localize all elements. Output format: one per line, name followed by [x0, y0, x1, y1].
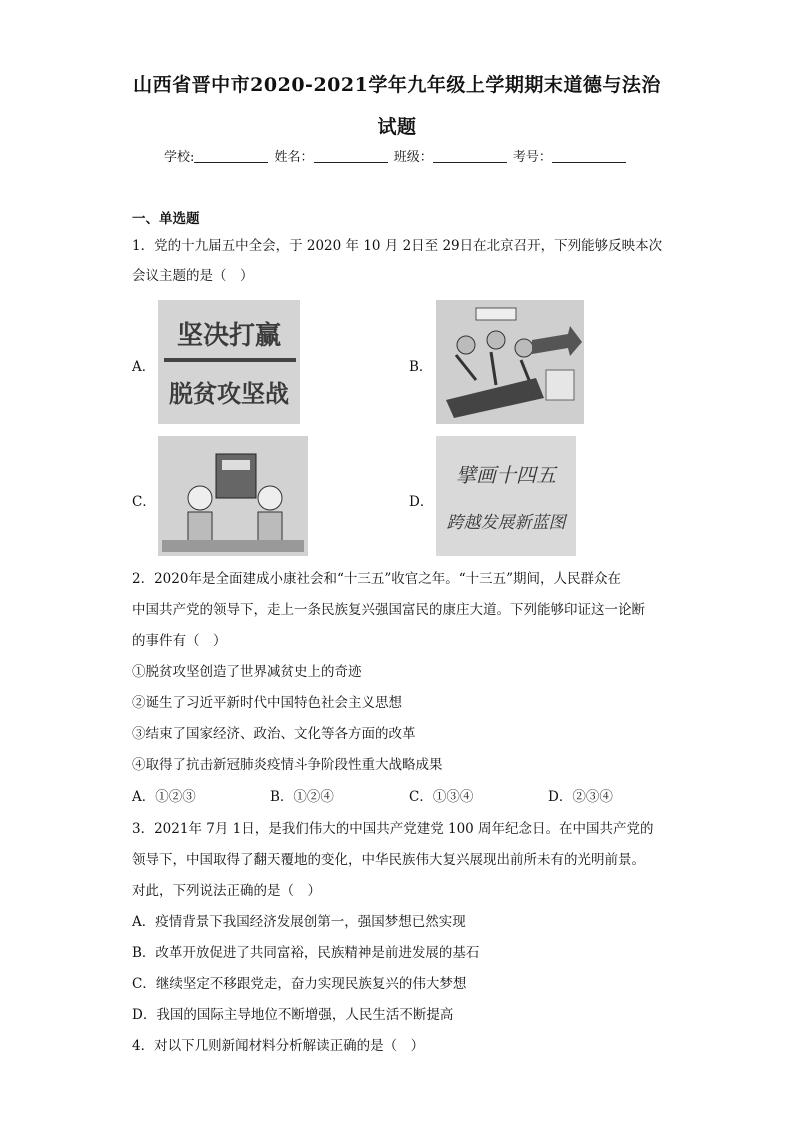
calligraphy-text-bottom: 跨越发展新蓝图: [446, 513, 566, 533]
q1-stem-line1: 1．党的十九届五中全会，于 2020 年 10 月 2日至 29日在北京召开，下列能够反映本次: [132, 238, 663, 254]
q1-option-c-label: C．: [132, 494, 156, 510]
q1-option-d-label: D．: [409, 494, 434, 510]
q2-stem-line1: 2．2020年是全面建成小康社会和“十三五”收官之年。“十三五”期间，人民群众在: [132, 571, 622, 587]
calligraphy-text-top: 擘画十四五: [456, 463, 556, 487]
q1-option-a-image: [158, 300, 300, 424]
q3-choice-b: B．改革开放促进了共同富裕，民族精神是前进发展的基石: [132, 945, 480, 961]
q2-statement-4: ④取得了抗击新冠肺炎疫情斗争阶段性重大战略成果: [132, 757, 443, 773]
poster-text-top: 坚决打赢: [176, 321, 282, 351]
q2-statement-3: ③结束了国家经济、政治、文化等各方面的改革: [132, 726, 416, 742]
school-label: 学校:: [164, 150, 195, 165]
calligraphy-image: [436, 436, 576, 556]
q3-stem-line1: 3．2021年 7月 1日，是我们伟大的中国共产党建党 100 周年纪念日。在中国共产党的: [132, 821, 654, 837]
q1-option-b-label: B．: [409, 359, 433, 375]
slogan-poster-image: [158, 300, 300, 424]
q3-choice-a: A．疫情背景下我国经济发展创第一，强国梦想已然实现: [132, 914, 466, 930]
section-heading: 一、单选题: [132, 211, 200, 227]
q4-stem-line1: 4．对以下几则新闻材料分析解读正确的是（ ）: [132, 1038, 425, 1054]
poster-text-bottom: 脱贫攻坚战: [169, 380, 289, 408]
name-label: 姓名：: [274, 150, 314, 165]
q1-option-c-image: [158, 436, 308, 556]
q2-statement-2: ②诞生了习近平新时代中国特色社会主义思想: [132, 695, 402, 711]
cartoon-book-image: [158, 436, 308, 556]
exam-title-line2: 试题: [377, 116, 417, 138]
name-blank: [314, 150, 388, 163]
q1-stem-line2: 会议主题的是（ ）: [132, 268, 254, 284]
q1-option-b-image: [436, 300, 584, 424]
exam-title-line1: 山西省晋中市2020-2021学年九年级上学期期末道德与法治: [133, 74, 661, 96]
class-blank: [433, 150, 507, 163]
q2-stem-line3: 的事件有（ ）: [132, 633, 227, 649]
cartoon-people-arrow-image: [436, 300, 584, 424]
q2-choice-d: D．②③④: [548, 789, 613, 805]
q2-statement-1: ①脱贫攻坚创造了世界减贫史上的奇迹: [132, 664, 362, 680]
q2-choice-b: B．①②④: [270, 789, 334, 805]
student-info-row: [164, 146, 628, 165]
q3-choice-d: D．我国的国际主导地位不断增强，人民生活不断提高: [132, 1007, 454, 1023]
q1-option-d-image: [436, 436, 576, 556]
class-label: 班级：: [393, 150, 433, 165]
q3-stem-line3: 对此，下列说法正确的是（ ）: [132, 883, 321, 899]
q3-choice-c: C．继续坚定不移跟党走，奋力实现民族复兴的伟大梦想: [132, 976, 467, 992]
q1-option-a-label: A．: [132, 359, 156, 375]
q2-choice-a: A．①②③: [132, 789, 196, 805]
school-blank: [194, 150, 268, 163]
number-label: 考号：: [512, 150, 552, 165]
q2-stem-line2: 中国共产党的领导下，走上一条民族复兴强国富民的康庄大道。下列能够印证这一论断: [132, 602, 645, 618]
q2-choice-c: C．①③④: [409, 789, 474, 805]
q3-stem-line2: 领导下，中国取得了翻天覆地的变化，中华民族伟大复兴展现出前所未有的光明前景。: [132, 852, 645, 868]
number-blank: [552, 150, 626, 163]
